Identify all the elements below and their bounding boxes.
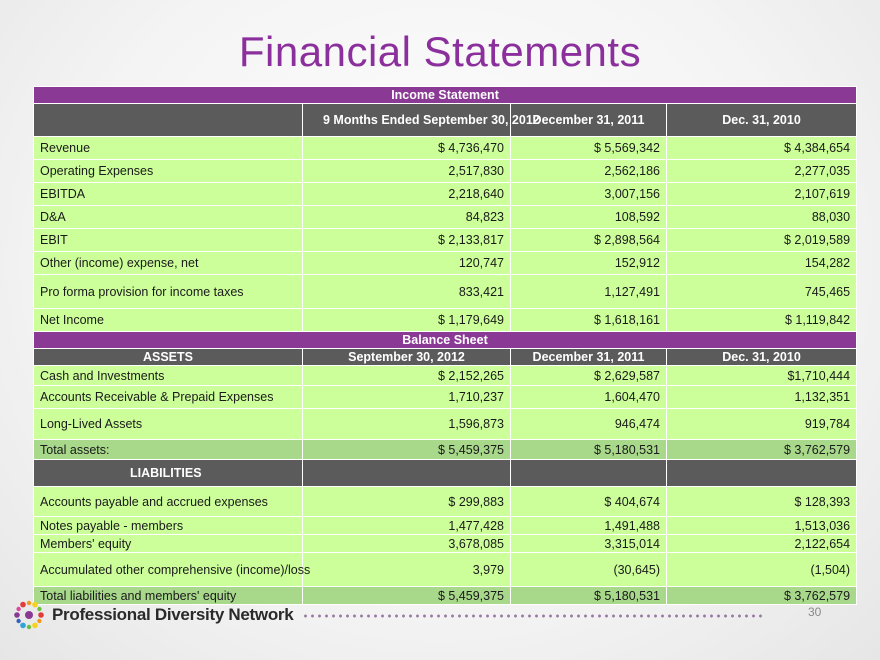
row-label: Accumulated other comprehensive (income)/loss [34,553,303,587]
total-liabilities-row [34,587,857,605]
logo-dot [32,623,38,629]
cell-value: (1,504) [667,553,857,587]
cell-value: 3,979 [303,553,511,587]
row-label: EBIT [34,229,303,252]
cell-value: 84,823 [303,206,511,229]
cell-value: 2,517,830 [303,160,511,183]
cell-value: $ 299,883 [303,487,511,517]
table-row [34,386,857,409]
logo-dot [27,601,31,605]
cell-value: 154,282 [667,252,857,275]
cell-value: 919,784 [667,409,857,440]
cell-value: $ 2,898,564 [511,229,667,252]
page-number: 30 [808,605,822,619]
income-header-9months: 9 Months Ended September 30, 2012 [303,104,511,137]
liabilities-header-row [34,460,857,487]
row-label: Long-Lived Assets [34,409,303,440]
table-row [34,252,857,275]
income-header-2011: December 31, 2011 [511,104,667,137]
cell-value: $ 1,119,842 [667,309,857,332]
pdn-logo-icon [12,598,46,632]
cell-value: 1,132,351 [667,386,857,409]
row-label: Members' equity [34,535,303,553]
total-assets-row [34,440,857,460]
balance-header-2011: December 31, 2011 [511,349,667,366]
empty-cell [667,460,857,487]
table-row [34,535,857,553]
cell-value: 1,477,428 [303,517,511,535]
row-label: Accounts Receivable & Prepaid Expenses [34,386,303,409]
cell-value: $ 5,569,342 [511,137,667,160]
income-header-2010: Dec. 31, 2010 [667,104,857,137]
table-row [34,517,857,535]
row-label: Cash and Investments [34,366,303,386]
logo-dot [20,623,26,629]
cell-value: $ 2,019,589 [667,229,857,252]
cell-value: $ 2,133,817 [303,229,511,252]
cell-value: $ 5,180,531 [511,587,667,605]
cell-value: 2,218,640 [303,183,511,206]
logo-dot [14,612,20,618]
cell-value: 2,277,035 [667,160,857,183]
cell-value: (30,645) [511,553,667,587]
cell-value: 745,465 [667,275,857,309]
cell-value: 946,474 [511,409,667,440]
row-label: Total liabilities and members' equity [34,587,303,605]
table-row [34,487,857,517]
cell-value: 2,122,654 [667,535,857,553]
table-row [34,229,857,252]
logo-dot [38,612,44,618]
cell-value: 3,678,085 [303,535,511,553]
cell-value: 2,562,186 [511,160,667,183]
cell-value: $ 1,618,161 [511,309,667,332]
logo-dot [32,602,38,608]
table-row [34,553,857,587]
row-label: Notes payable - members [34,517,303,535]
financial-table [33,86,857,605]
income-statement-label: Income Statement [34,87,857,104]
logo-center-dot [25,611,33,619]
cell-value: 1,710,237 [303,386,511,409]
row-label: Net Income [34,309,303,332]
page-title: Financial Statements [238,28,642,75]
row-label: Accounts payable and accrued expenses [34,487,303,517]
empty-cell [303,460,511,487]
cell-value: 2,107,619 [667,183,857,206]
cell-value: 1,513,036 [667,517,857,535]
logo-dot [16,619,20,623]
cell-value: 152,912 [511,252,667,275]
cell-value: $ 3,762,579 [667,440,857,460]
cell-value: 1,604,470 [511,386,667,409]
table-row [34,206,857,229]
logo-dot [20,602,26,608]
table-row [34,137,857,160]
logo-dot [16,607,20,611]
row-label: D&A [34,206,303,229]
cell-value: 1,127,491 [511,275,667,309]
balance-column-headers [34,349,857,366]
income-statement-section-header [34,87,857,104]
cell-value: $ 5,459,375 [303,587,511,605]
footer-dotted-divider [302,614,762,618]
cell-value: 120,747 [303,252,511,275]
balance-sheet-label: Balance Sheet [34,332,857,349]
cell-value: $ 1,179,649 [303,309,511,332]
table-row [34,183,857,206]
table-row [34,409,857,440]
footer-brand: Professional Diversity Network [52,605,294,624]
cell-value: $1,710,444 [667,366,857,386]
cell-value: $ 2,629,587 [511,366,667,386]
table-row [34,366,857,386]
row-label: Other (income) expense, net [34,252,303,275]
balance-sheet-section-header [34,332,857,349]
cell-value: $ 128,393 [667,487,857,517]
cell-value: 88,030 [667,206,857,229]
cell-value: $ 2,152,265 [303,366,511,386]
balance-header-2012: September 30, 2012 [303,349,511,366]
row-label: EBITDA [34,183,303,206]
logo-dot [37,619,41,623]
table-row [34,160,857,183]
logo-dot [27,625,31,629]
empty-cell [511,460,667,487]
liabilities-header: LIABILITIES [34,460,303,487]
cell-value: 108,592 [511,206,667,229]
cell-value: 1,596,873 [303,409,511,440]
income-column-headers [34,104,857,137]
table-row [34,309,857,332]
cell-value: 833,421 [303,275,511,309]
cell-value: $ 4,384,654 [667,137,857,160]
balance-header-2010: Dec. 31, 2010 [667,349,857,366]
assets-header: ASSETS [34,349,303,366]
cell-value: 1,491,488 [511,517,667,535]
row-label: Revenue [34,137,303,160]
income-header-blank [34,104,303,137]
table-row [34,275,857,309]
cell-value: $ 5,180,531 [511,440,667,460]
cell-value: $ 5,459,375 [303,440,511,460]
logo-dot [37,607,41,611]
row-label: Pro forma provision for income taxes [34,275,303,309]
cell-value: 3,315,014 [511,535,667,553]
cell-value: $ 404,674 [511,487,667,517]
cell-value: $ 3,762,579 [667,587,857,605]
cell-value: $ 4,736,470 [303,137,511,160]
row-label: Operating Expenses [34,160,303,183]
row-label: Total assets: [34,440,303,460]
cell-value: 3,007,156 [511,183,667,206]
